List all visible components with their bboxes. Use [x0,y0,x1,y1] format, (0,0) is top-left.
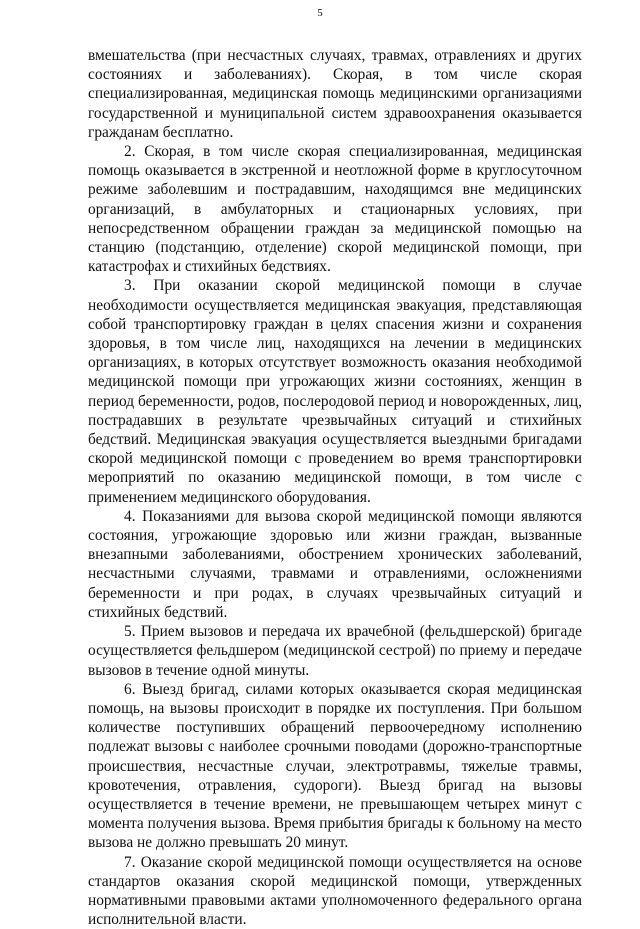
paragraph-7: 7. Оказание скорой медицинской помощи осуществляется на основе стандартов оказания скорой медицинской помощи, утвержденных нормативными правовыми актами уполномоченного федерального органа исполнительной власти. [88,853,582,929]
paragraph-3: 3. При оказании скорой медицинской помощи в случае необходимости осуществляется медицинская эвакуация, представляющая собой транспортировку граждан в целях спасения жизни и сохранения здоровья, в том числе лиц, находящихся на лечении в медицинских организациях, в которых отсутствует возможность оказания необходимой медицинской помощи при угрожающих жизни состояниях, женщин в период беременности, родов, послеродовой период и новорожденных, лиц, пострадавших в результате чрезвычайных ситуаций и стихийных бедствий. Медицинская эвакуация осуществляется выездными бригадами скорой медицинской помощи с проведением во время транспортировки мероприятий по оказанию медицинской помощи, в том числе с применением медицинского оборудования. [88,277,582,506]
paragraph-6: 6. Выезд бригад, силами которых оказывается скорая медицинская помощь, на вызовы происходит в порядке их поступления. При большом количестве поступивших обращений первоочередному исполнению подлежат вызовы с наиболее срочными поводами (дорожно-транспортные происшествия, несчастные случаи, электротравмы, тяжелые травмы, кровотечения, отравления, судороги). Выезд бригад на вызовы осуществляется в течение времени, не превышающем четырех минут с момента получения вызова. Время прибытия бригады к больному на место вызова не должно превышать 20 минут. [88,680,582,852]
paragraph-4: 4. Показаниями для вызова скорой медицинской помощи являются состояния, угрожающие здоровью или жизни граждан, вызванные внезапными заболеваниями, обострением хронических заболеваний, несчастными случаями, травмами и отравлениями, осложнениями беременности и при родах, в случаях чрезвычайных ситуаций и стихийных бедствий. [88,507,582,621]
paragraph-2: 2. Скорая, в том числе скорая специализированная, медицинская помощь оказывается в экстренной и неотложной форме в круглосуточном режиме заболевшим и пострадавшим, находящимся вне медицинских организаций, в амбулаторных и стационарных условиях, при непосредственном обращении граждан за медицинской помощью на станцию (подстанцию, отделение) скорой медицинской помощи, при катастрофах и стихийных бедствиях. [88,143,582,276]
paragraph-continuation: вмешательства (при несчастных случаях, травмах, отравлениях и других состояниях и заболеваниях). Скорая, в том числе скорая специализированная, медицинская помощь медицинскими организациями государственной и муниципальной систем здравоохранения оказывается гражданам бесплатно. [88,47,582,141]
paragraph-5: 5. Прием вызовов и передача их врачебной (фельдшерской) бригаде осуществляется фельдшером (медицинской сестрой) по приему и передаче вызовов в течение одной минуты. [88,623,582,679]
document-body [88,46,582,929]
page-number: 5 [317,7,323,19]
